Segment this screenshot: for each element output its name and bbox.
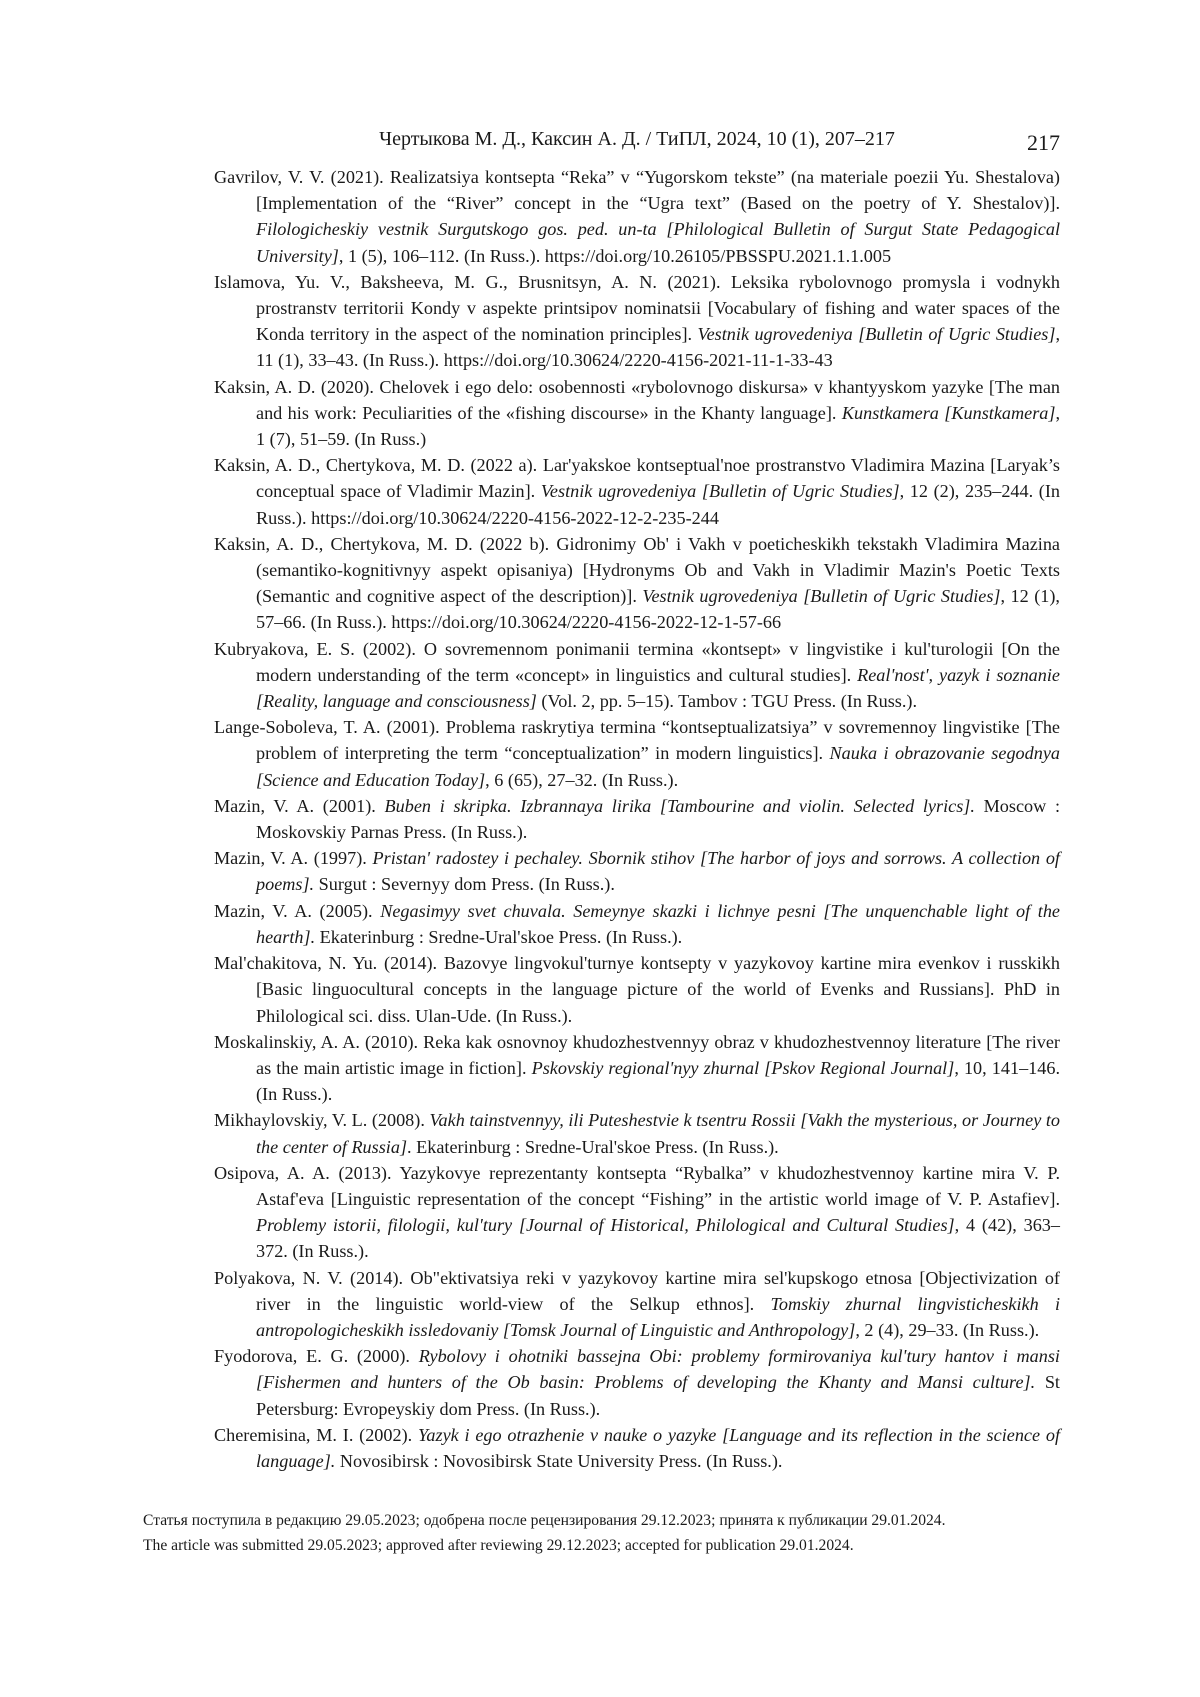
- reference-text: Moscow : Moskovskiy Parnas Press. (In Russ.).: [256, 795, 1061, 843]
- reference-text: Novosibirsk : Novosibirsk State University Press. (In Russ.).: [335, 1450, 783, 1471]
- reference-source-title: Negasimyy svet chuvala. Semeynye skazki i lichnye pesni [The unquenchable light of the hearth].: [256, 900, 1060, 947]
- reference-text: Mazin, V. A. (2001).: [214, 795, 385, 816]
- reference-entry: [214, 845, 1060, 897]
- reference-text: St Petersburg: Evropeyskiy dom Press. (In Russ.).: [256, 1372, 1060, 1419]
- reference-entry: [214, 1343, 1060, 1422]
- reference-list: [214, 164, 1060, 1474]
- reference-entry: [214, 531, 1060, 636]
- reference-entry: [214, 452, 1060, 531]
- reference-entry: [214, 164, 1060, 269]
- page-number: 217: [1027, 130, 1060, 155]
- reference-text: Mal'chakitova, N. Yu. (2014). Bazovye lingvokul'turnye kontsepty v yazykovoy kartine mira evenkov i russkikh [Basic linguocultural concepts in the language picture of the world of Evenks and Russians]. PhD in Philological sci. diss. Ulan-Ude. (In Russ.).: [214, 953, 1060, 1026]
- reference-text: , 12 (1), 57–66. (In Russ.). https://doi.org/10.30624/2220-4156-2022-12-1-57-66: [256, 586, 1060, 633]
- submission-dates-en: The article was submitted 29.05.2023; approved after reviewing 29.12.2023; accepted for publication 29.01.2024.: [143, 1537, 854, 1554]
- reference-text: Kaksin, A. D. (2020). Chelovek i ego delo: osobennosti «rybolovnogo diskursa» v khantyyskom yazyke [The man and his work: Peculiarities of the «fishing discourse» in the Khanty language].: [214, 376, 1060, 423]
- reference-text: Fyodorova, E. G. (2000).: [214, 1346, 419, 1367]
- reference-source-title: Rybolovy i ohotniki bassejna Obi: problemy formirovaniya kul'tury hantov i mansi [Fishermen and hunters of the Ob basin: Problems of developing the Khanty and Mansi culture].: [256, 1346, 1060, 1393]
- reference-entry: [214, 898, 1060, 950]
- reference-source-title: Nauka i obrazovanie segodnya [Science and Education Today]: [256, 743, 1060, 790]
- reference-source-title: Real'nost', yazyk i soznanie [Reality, language and consciousness]: [256, 664, 1060, 712]
- reference-source-title: Pristan' radostey i pechaley. Sbornik stihov [The harbor of joys and sorrows. A collection of poems].: [256, 848, 1060, 895]
- reference-entry: [214, 1160, 1060, 1265]
- reference-text: Mikhaylovskiy, V. L. (2008).: [214, 1110, 430, 1131]
- reference-entry: [214, 1265, 1060, 1344]
- reference-text: , 6 (65), 27–32. (In Russ.).: [485, 769, 679, 790]
- reference-text: Moskalinskiy, A. A. (2010). Reka kak osnovnoy khudozhestvennyy obraz v khudozhestvennoy literature [The river as the main artistic image in fiction].: [214, 1031, 1060, 1078]
- reference-text: , 11 (1), 33–43. (In Russ.). https://doi.org/10.30624/2220-4156-2021-11-1-33-43: [256, 324, 1060, 371]
- reference-text: Mazin, V. A. (1997).: [214, 848, 373, 869]
- reference-entry: [214, 269, 1060, 374]
- reference-source-title: Vestnik ugrovedeniya [Bulletin of Ugric Studies]: [540, 481, 900, 502]
- reference-text: Lange-Soboleva, T. A. (2001). Problema raskrytiya termina “kontseptualizatsiya” v sovremennoy lingvistike [The problem of interpreting the term “conceptualization” in modern linguistics].: [214, 717, 1060, 764]
- reference-text: , 1 (5), 106–112. (In Russ.). https://doi.org/10.26105/PBSSPU.2021.1.1.005: [338, 245, 892, 266]
- reference-text: . Ekaterinburg : Sredne-Ural'skoe Press. (In Russ.).: [407, 1136, 779, 1157]
- reference-entry: [214, 374, 1060, 453]
- submission-footnote: [143, 1508, 1103, 1558]
- reference-entry: [214, 1422, 1060, 1474]
- running-title: Чертыкова М. Д., Каксин А. Д. / ТиПЛ, 2024, 10 (1), 207–217: [379, 128, 895, 150]
- reference-entry: [214, 714, 1060, 793]
- reference-source-title: Tomskiy zhurnal lingvisticheskikh i antropologicheskikh issledovaniy [Tomsk Journal of Linguistic and Anthropology]: [256, 1293, 1061, 1340]
- reference-source-title: Problemy istorii, filologii, kul'tury [Journal of Historical, Philological and Cultural Studies]: [256, 1215, 955, 1236]
- reference-text: Kubryakova, E. S. (2002). O sovremennom ponimanii termina «kontsept» v lingvistike i kul'turologii [On the modern understanding of the term «concept» in linguistics and cultural studies].: [214, 638, 1060, 685]
- reference-text: Gavrilov, V. V. (2021). Realizatsiya kontsepta “Reka” v “Yugorskom tekste” (na materiale poezii Yu. Shestalova) [Implementation of the “River” concept in the “Ugra text” (Based on the poetry of Y. Shestalov)].: [214, 167, 1060, 214]
- reference-entry: [214, 636, 1060, 715]
- reference-entry: [214, 1029, 1060, 1108]
- reference-text: Islamova, Yu. V., Baksheeva, M. G., Brusnitsyn, A. N. (2021). Leksika rybolovnogo promysla i vodnykh prostranstv territorii Kondy v aspekte printsipov nominatsii [Vocabulary of fishing and water spaces of the Konda territory in the aspect of the nomination principles].: [214, 271, 1060, 345]
- reference-source-title: Pskovskiy regional'nyy zhurnal [Pskov Regional Journal]: [531, 1057, 955, 1078]
- reference-text: Ekaterinburg : Sredne-Ural'skoe Press. (In Russ.).: [315, 926, 683, 947]
- reference-text: (Vol. 2, pp. 5–15). Tambov : TGU Press. (In Russ.).: [536, 691, 918, 712]
- reference-source-title: Vestnik ugrovedeniya [Bulletin of Ugric Studies]: [697, 324, 1056, 345]
- reference-text: , 10, 141–146. (In Russ.).: [256, 1057, 1060, 1105]
- reference-text: , 2 (4), 29–33. (In Russ.).: [855, 1319, 1040, 1340]
- reference-source-title: Vestnik ugrovedeniya [Bulletin of Ugric Studies]: [642, 586, 1001, 607]
- reference-text: Kaksin, A. D., Chertykova, M. D. (2022 a). Lar'yakskoe kontseptual'noe prostranstvo Vladimira Mazina [Laryak’s conceptual space of Vladimir Mazin].: [214, 455, 1060, 502]
- reference-text: , 4 (42), 363–372. (In Russ.).: [256, 1215, 1060, 1262]
- reference-text: Kaksin, A. D., Chertykova, M. D. (2022 b). Gidronimy Ob' i Vakh v poeticheskikh tekstakh Vladimira Mazina (semantiko-kognitivnyy aspekt opisaniya) [Hydronyms Ob and Vakh in Vladimir Mazin's Poetic Texts (Semantic and cognitive aspect of the description)].: [214, 533, 1060, 607]
- reference-text: Surgut : Severnyy dom Press. (In Russ.).: [314, 874, 615, 895]
- running-head: [214, 126, 1060, 156]
- reference-source-title: Yazyk i ego otrazhenie v nauke o yazyke [Language and its reflection in the science of language].: [256, 1424, 1060, 1471]
- reference-entry: [214, 793, 1060, 845]
- submission-dates-ru: Статья поступила в редакцию 29.05.2023; одобрена после рецензирования 29.12.2023; принята к публикации 29.01.2024.: [143, 1512, 946, 1529]
- reference-source-title: Buben i skripka. Izbrannaya lirika [Tambourine and violin. Selected lyrics].: [384, 795, 975, 816]
- reference-text: , 1 (7), 51–59. (In Russ.): [256, 402, 1060, 450]
- reference-source-title: Filologicheskiy vestnik Surgutskogo gos. ped. un-ta [Philological Bulletin of Surgut State Pedagogical University]: [256, 219, 1060, 266]
- reference-source-title: Kunstkamera [Kunstkamera]: [841, 402, 1056, 423]
- reference-text: Osipova, A. A. (2013). Yazykovye reprezentanty kontsepta “Rybalka” v khudozhestvennoy kartine mira V. P. Astaf'eva [Linguistic representation of the concept “Fishing” in the artistic world image of V. P. Astafiev].: [214, 1162, 1060, 1209]
- reference-text: Mazin, V. A. (2005).: [214, 900, 381, 921]
- reference-text: Polyakova, N. V. (2014). Ob"ektivatsiya reki v yazykovoy kartine mira sel'kupskogo etnosa [Objectivization of river in the linguistic world-view of the Selkup ethnos].: [214, 1267, 1060, 1314]
- reference-text: Cheremisina, M. I. (2002).: [214, 1424, 418, 1445]
- reference-source-title: Vakh tainstvennyy, ili Puteshestvie k tsentru Rossii [Vakh the mysterious, or Journey to the center of Russia]: [256, 1110, 1060, 1157]
- reference-entry: [214, 950, 1060, 1029]
- reference-entry: [214, 1107, 1060, 1159]
- reference-text: , 12 (2), 235–244. (In Russ.). https://doi.org/10.30624/2220-4156-2022-12-2-235-244: [256, 481, 1060, 528]
